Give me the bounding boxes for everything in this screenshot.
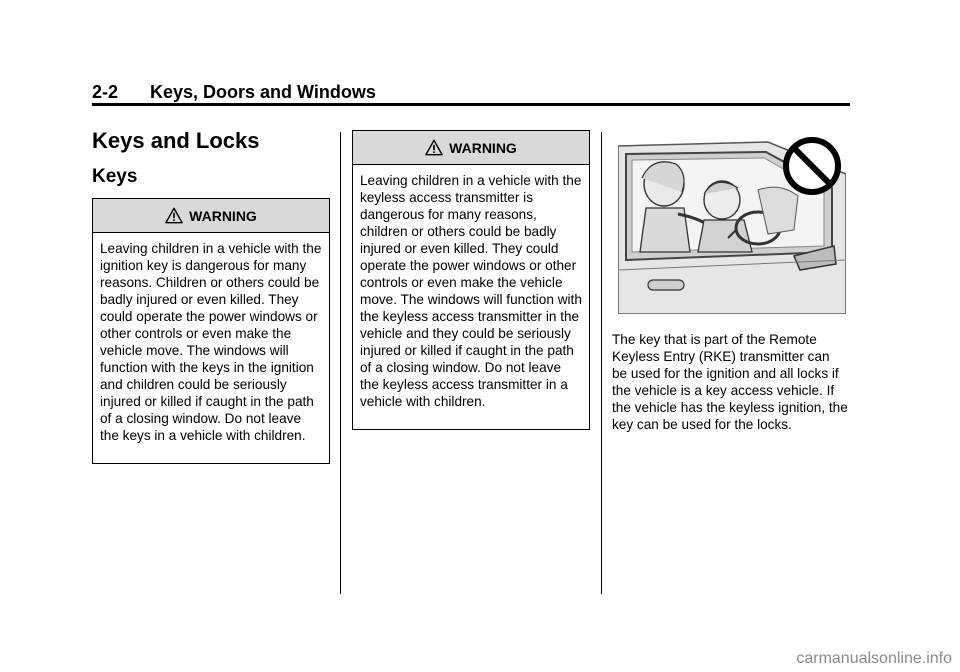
children-in-vehicle-illustration [618,134,846,314]
column-divider [340,132,341,594]
warning-icon [165,207,183,224]
warning-box [92,198,330,464]
page-heading: Keys and Locks [92,128,260,153]
warning-text: Leaving children in a vehicle with the keyless access transmitter is dangerous for many reasons, children or others could be badly injured or even killed. They could operate the power windows or other controls or even make the vehicle move. The windows will function with the keyless access transmitter in the vehicle and they could be seriously injured or killed if caught in the path of a closing window. Do not leave the keyless access transmitter in a vehicle with children. [360,173,582,409]
header-rule [92,103,850,106]
warning-header [93,199,329,233]
section-title: Keys, Doors and Windows [150,82,376,102]
body-paragraph: The key that is part of the Remote Keyless Entry (RKE) transmitter can be used for the ignition and all locks if the vehicle is a key access vehicle. If the vehicle has the keyless ignition, the key can be used for the locks. [612,332,848,432]
subheading: Keys [92,166,138,187]
column-divider [601,132,602,594]
warning-text: Leaving children in a vehicle with the ignition key is dangerous for many reasons. Children or others could be badly injured or even killed. They could operate the power windows or other controls or even make the vehicle move. The windows will function with the keys in the ignition and children could be seriously injured or killed if caught in the path of a closing window. Do not leave the keys in a vehicle with children. [100,241,322,443]
warning-header [353,131,589,165]
page-number: 2-2 [92,82,119,102]
warning-box [352,130,590,430]
warning-label: WARNING [189,207,257,224]
warning-label: WARNING [449,139,517,156]
watermark: carmanualsonline.info [796,650,952,667]
warning-icon [425,139,443,156]
